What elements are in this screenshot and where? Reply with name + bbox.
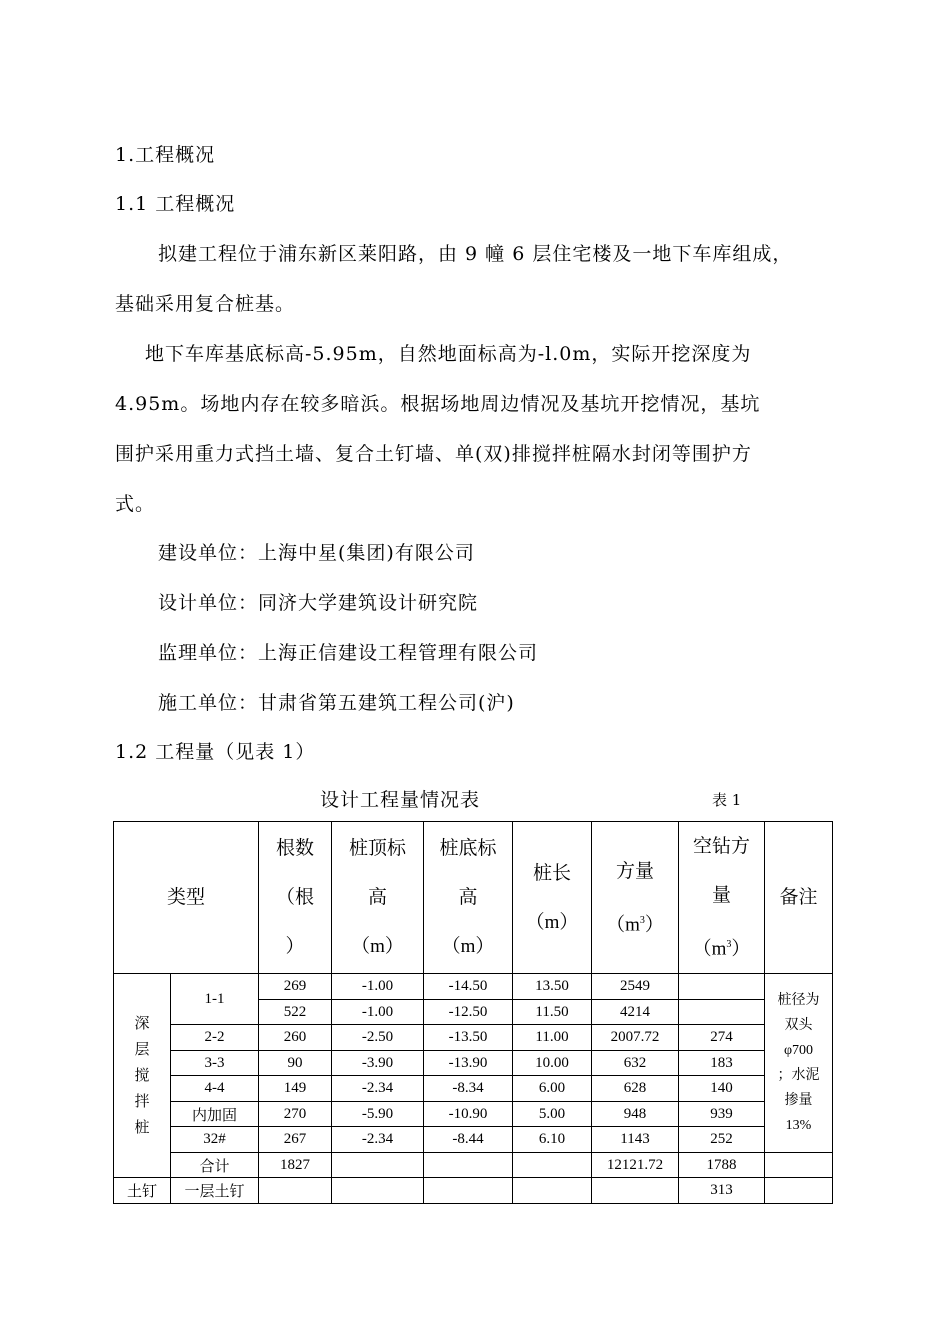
remark-cell: 桩径为 双头 φ700 ；水泥 掺量 13% [765, 974, 833, 1153]
cell-count: 260 [259, 1025, 332, 1051]
header-length: 桩长 （m） [513, 822, 592, 974]
row-sub-type: 4-4 [171, 1076, 259, 1102]
supervision-unit: 监理单位：上海正信建设工程管理有限公司 [158, 642, 539, 664]
soil-nail-row [114, 1178, 833, 1204]
section-heading-1-2: 1.2 工程量（见表 1） [115, 741, 316, 763]
header-volume: 方量 $(m^3)$ [592, 822, 679, 974]
cell-top: -2.34 [332, 1076, 424, 1102]
row-sub-type: 3-3 [171, 1050, 259, 1076]
cell-bottom: -10.90 [424, 1101, 513, 1127]
cell-empty: 274 [679, 1025, 765, 1051]
paragraph-1-line-1: 拟建工程位于浦东新区莱阳路，由 9 幢 6 层住宅楼及一地下车库组成， [158, 243, 793, 265]
cell-bottom: -12.50 [424, 999, 513, 1025]
cell-top: -1.00 [332, 999, 424, 1025]
cell-empty: 140 [679, 1076, 765, 1102]
table-row [114, 974, 833, 1000]
cell-count [259, 1178, 332, 1204]
cell-length: 11.50 [513, 999, 592, 1025]
cell-length: 11.00 [513, 1025, 592, 1051]
cell-bottom: -13.90 [424, 1050, 513, 1076]
total-label: 合计 [171, 1152, 259, 1178]
cell-volume: 4214 [592, 999, 679, 1025]
cell-volume [592, 1178, 679, 1204]
total-empty: 1788 [679, 1152, 765, 1178]
nail-empty: 313 [679, 1178, 765, 1204]
cell-top: -2.34 [332, 1127, 424, 1153]
builder-unit: 施工单位：甘肃省第五建筑工程公司(沪) [158, 692, 515, 714]
table-row [114, 1076, 833, 1102]
cell-length: 6.10 [513, 1127, 592, 1153]
paragraph-1-line-2: 基础采用复合桩基。 [115, 293, 296, 315]
cell-top [332, 1152, 424, 1178]
cell-top: -3.90 [332, 1050, 424, 1076]
cell-empty: 252 [679, 1127, 765, 1153]
cell-bottom [424, 1152, 513, 1178]
cell-bottom: -13.50 [424, 1025, 513, 1051]
cell-empty [679, 999, 765, 1025]
cell-count: 522 [259, 999, 332, 1025]
cell-count: 270 [259, 1101, 332, 1127]
header-empty-drill: 空钻方 量 $(m^3)$ [679, 822, 765, 974]
cell-count: 90 [259, 1050, 332, 1076]
cell-bottom: -14.50 [424, 974, 513, 1000]
header-count: 根数 （根 ） [259, 822, 332, 974]
cell-empty [679, 974, 765, 1000]
header-row [114, 822, 833, 974]
cell-volume: 1143 [592, 1127, 679, 1153]
row-sub-type: 1-1 [171, 974, 259, 1025]
row-sub-type: 32# [171, 1127, 259, 1153]
cell-count: 269 [259, 974, 332, 1000]
cell-bottom: -8.34 [424, 1076, 513, 1102]
cell-top: -5.90 [332, 1101, 424, 1127]
section-heading-1: 1.工程概况 [115, 144, 216, 166]
construction-unit: 建设单位：上海中星(集团)有限公司 [158, 542, 475, 564]
cell-top [332, 1178, 424, 1204]
cell-bottom: -8.44 [424, 1127, 513, 1153]
table-number: 表 1 [712, 791, 742, 809]
table-row [114, 1050, 833, 1076]
cell-top: -2.50 [332, 1025, 424, 1051]
header-remark: 备注 [765, 822, 833, 974]
nail-type: 土钉 [114, 1178, 171, 1204]
group-label: 深 层 搅 拌 桩 [114, 974, 171, 1178]
cell-length: 13.50 [513, 974, 592, 1000]
cell-remark [765, 1152, 833, 1178]
nail-sub-type: 一层土钉 [171, 1178, 259, 1204]
header-bottom-elevation: 桩底标 高 （m） [424, 822, 513, 974]
table-row [114, 1127, 833, 1153]
cell-volume: 2007.72 [592, 1025, 679, 1051]
cell-length: 10.00 [513, 1050, 592, 1076]
cell-volume: 948 [592, 1101, 679, 1127]
paragraph-2-line-3: 围护采用重力式挡土墙、复合土钉墙、单(双)排搅拌桩隔水封闭等围护方 [115, 443, 752, 465]
total-volume: 12121.72 [592, 1152, 679, 1178]
cell-length: 6.00 [513, 1076, 592, 1102]
cell-empty: 939 [679, 1101, 765, 1127]
paragraph-2-line-2: 4.95m。场地内存在较多暗浜。根据场地周边情况及基坑开挖情况，基坑 [115, 393, 761, 415]
header-top-elevation: 桩顶标 高 （m） [332, 822, 424, 974]
row-sub-type: 内加固 [171, 1101, 259, 1127]
cell-volume: 2549 [592, 974, 679, 1000]
quantity-table [113, 821, 833, 1204]
cell-length: 5.00 [513, 1101, 592, 1127]
cell-bottom [424, 1178, 513, 1204]
total-row [114, 1152, 833, 1178]
cell-top: -1.00 [332, 974, 424, 1000]
header-type: 类型 [114, 822, 259, 974]
table-row [114, 1101, 833, 1127]
cell-remark [765, 1178, 833, 1204]
paragraph-2-line-1: 地下车库基底标高-5.95m，自然地面标高为-l.0m，实际开挖深度为 [145, 343, 752, 365]
cell-volume: 632 [592, 1050, 679, 1076]
cell-length [513, 1152, 592, 1178]
cell-count: 149 [259, 1076, 332, 1102]
cell-count: 267 [259, 1127, 332, 1153]
table-caption: 设计工程量情况表 [320, 789, 481, 811]
cell-volume: 628 [592, 1076, 679, 1102]
total-count: 1827 [259, 1152, 332, 1178]
section-heading-1-1: 1.1 工程概况 [115, 193, 236, 215]
design-unit: 设计单位：同济大学建筑设计研究院 [158, 592, 479, 614]
row-sub-type: 2-2 [171, 1025, 259, 1051]
paragraph-2-line-4: 式。 [115, 493, 156, 515]
cell-length [513, 1178, 592, 1204]
table-row [114, 1025, 833, 1051]
cell-empty: 183 [679, 1050, 765, 1076]
